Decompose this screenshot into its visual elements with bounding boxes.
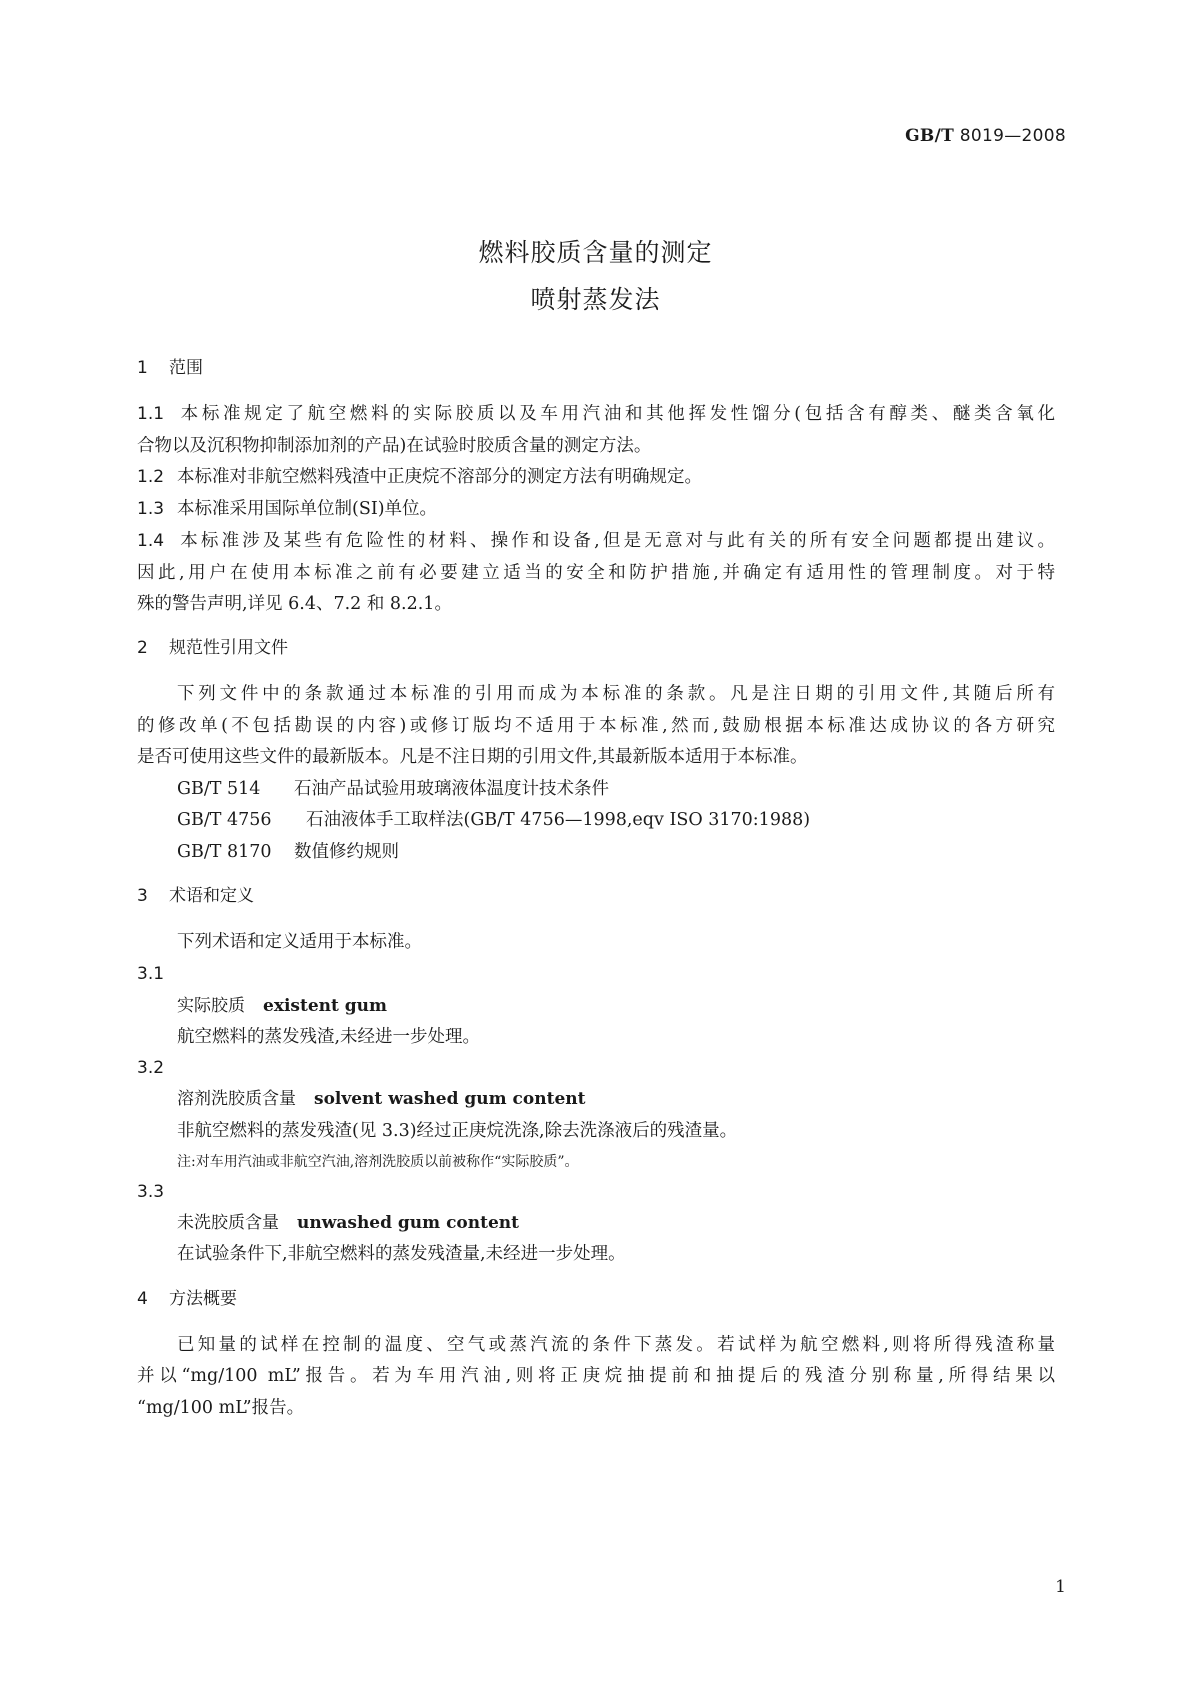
term-3-2-definition: 非航空燃料的蒸发残渣(见 3.3)经过正庚烷洗涤,除去洗涤液后的残渣量。 bbox=[177, 1121, 738, 1141]
reference-item: GB/T 8170 数值修约规则 bbox=[177, 842, 399, 862]
reference-item: GB/T 514 石油产品试验用玻璃液体温度计技术条件 bbox=[177, 779, 609, 799]
clause-1-4: 1.4 本标准涉及某些有危险性的材料、操作和设备,但是无意对与此有关的所有安全问题都提出建议。 bbox=[137, 531, 1055, 551]
clause-1-1-cont: 合物以及沉积物抑制添加剂的产品)在试验时胶质含量的测定方法。 bbox=[137, 436, 652, 456]
section-3-intro: 下列术语和定义适用于本标准。 bbox=[177, 932, 422, 952]
section-2-heading: 2 规范性引用文件 bbox=[137, 638, 288, 658]
term-3-2-note: 注:对车用汽油或非航空汽油,溶剂洗胶质以前被称作“实际胶质”。 bbox=[177, 1154, 579, 1170]
page-number: 1 bbox=[1055, 1577, 1066, 1597]
section-1-heading: 1 范围 bbox=[137, 358, 203, 378]
section-4-heading: 4 方法概要 bbox=[137, 1289, 237, 1309]
term-3-3-number: 3.3 bbox=[137, 1182, 165, 1202]
section-4-paragraph: 已知量的试样在控制的温度、空气或蒸汽流的条件下蒸发。若试样为航空燃料,则将所得残渣称量 bbox=[177, 1335, 1055, 1355]
clause-1-2: 1.2 本标准对非航空燃料残渣中正庚烷不溶部分的测定方法有明确规定。 bbox=[137, 467, 702, 487]
term-3-2: 溶剂洗胶质含量 solvent washed gum content bbox=[177, 1089, 586, 1109]
standard-number: GB/T 8019—2008 bbox=[905, 126, 1066, 146]
clause-1-4-cont: 因此,用户在使用本标准之前有必要建立适当的安全和防护措施,并确定有适用性的管理制度。对于特 bbox=[137, 563, 1055, 583]
term-3-3-definition: 在试验条件下,非航空燃料的蒸发残渣量,未经进一步处理。 bbox=[177, 1244, 626, 1264]
section-4-paragraph-cont: 并以“mg/100 mL”报告。若为车用汽油,则将正庚烷抽提前和抽提后的残渣分别称量,所得结果以 bbox=[137, 1366, 1055, 1386]
clause-1-3: 1.3 本标准采用国际单位制(SI)单位。 bbox=[137, 499, 438, 519]
term-3-2-number: 3.2 bbox=[137, 1058, 165, 1078]
clause-1-4-cont2: 殊的警告声明,详见 6.4、7.2 和 8.2.1。 bbox=[137, 594, 452, 614]
document-title: 燃料胶质含量的测定 bbox=[478, 238, 713, 267]
section-3-heading: 3 术语和定义 bbox=[137, 886, 254, 906]
section-2-paragraph-cont2: 是否可使用这些文件的最新版本。凡是不注日期的引用文件,其最新版本适用于本标准。 bbox=[137, 747, 808, 767]
section-2-paragraph-cont: 的修改单(不包括勘误的内容)或修订版均不适用于本标准,然而,鼓励根据本标准达成协议的各方研究 bbox=[137, 716, 1055, 736]
clause-1-1: 1.1 本标准规定了航空燃料的实际胶质以及车用汽油和其他挥发性馏分(包括含有醇类、醚类含氧化 bbox=[137, 404, 1055, 424]
term-3-1-definition: 航空燃料的蒸发残渣,未经进一步处理。 bbox=[177, 1027, 481, 1047]
term-3-3: 未洗胶质含量 unwashed gum content bbox=[177, 1213, 520, 1233]
term-3-1-number: 3.1 bbox=[137, 964, 165, 984]
term-3-1: 实际胶质 existent gum bbox=[177, 996, 388, 1016]
section-2-paragraph: 下列文件中的条款通过本标准的引用而成为本标准的条款。凡是注日期的引用文件,其随后所有 bbox=[177, 684, 1055, 704]
reference-item: GB/T 4756 石油液体手工取样法(GB/T 4756—1998,eqv ISO 3170:1988) bbox=[177, 810, 811, 830]
document-subtitle: 喷射蒸发法 bbox=[530, 285, 661, 314]
section-4-paragraph-cont2: “mg/100 mL”报告。 bbox=[137, 1398, 305, 1418]
